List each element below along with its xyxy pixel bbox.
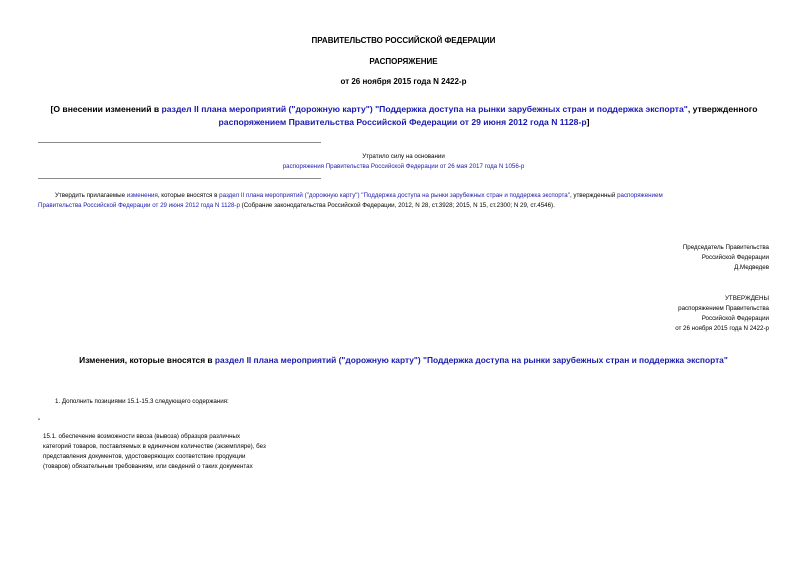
position-15-1-line: 15.1. обеспечение возможности ввоза (вывоза) образцов различных bbox=[43, 433, 241, 440]
body-link-roadmap[interactable]: раздел II плана мероприятий ("дорожную карту") "Поддержка доступа на рынки зарубежных стран и поддержка экспорта" bbox=[219, 192, 570, 199]
position-15-1-line: (товаров) обязательным требованиям, или сведений о таких документах bbox=[43, 463, 253, 470]
body-link-changes[interactable]: изменения bbox=[126, 192, 158, 199]
item-1: 1. Дополнить позициями 15.1-15.3 следующего содержания: bbox=[55, 398, 229, 405]
title-link-roadmap[interactable]: раздел II плана мероприятий ("дорожную карту") "Поддержка доступа на рынки зарубежных стран и поддержка экспорта" bbox=[161, 104, 688, 114]
changes-heading bbox=[0, 355, 807, 365]
divider-bottom bbox=[38, 178, 321, 179]
approval-date: от 26 ноября 2015 года N 2422-р bbox=[675, 325, 769, 332]
signature-position: Председатель Правительства bbox=[682, 244, 769, 251]
body-text-1: Утвердить прилагаемые bbox=[55, 192, 127, 199]
body-link-order[interactable]: распоряжением bbox=[617, 192, 663, 199]
position-15-1-line: представления документов, удостоверяющих соответствие продукции bbox=[43, 453, 246, 460]
approval-authority: распоряжением Правительства bbox=[678, 305, 769, 312]
body-paragraph bbox=[38, 191, 770, 211]
position-15-1-line: категорий товаров, поставляемых в единичном количестве (экземпляре), без bbox=[43, 443, 266, 450]
status-note-link[interactable]: распоряжения Правительства Российской Федерации от 26 мая 2017 года N 1056-р bbox=[282, 163, 525, 170]
doc-type: РАСПОРЯЖЕНИЕ bbox=[369, 57, 438, 66]
body-link-order-details[interactable]: Правительства Российской Федерации от 29 июня 2012 года N 1128-р bbox=[38, 202, 240, 209]
title-link-order-1128[interactable]: распоряжением Правительства Российской Федерации от 29 июня 2012 года N 1128-р bbox=[218, 117, 587, 127]
body-text-3: , утвержденный bbox=[569, 192, 618, 199]
document-title bbox=[38, 103, 770, 129]
approval-block bbox=[469, 294, 769, 334]
changes-heading-text: Изменения, которые вносятся в bbox=[79, 355, 215, 365]
body-text-2: , которые вносятся в bbox=[157, 192, 220, 199]
doc-date-number: от 26 ноября 2015 года N 2422-р bbox=[340, 77, 467, 86]
position-15-1 bbox=[43, 432, 303, 472]
quote-mark: " bbox=[38, 418, 41, 425]
body-text-4: (Собрание законодательства Российской Федерации, 2012, N 28, ст.3928; 2015, N 15, ст.2300; N 29, ст.4546). bbox=[239, 202, 555, 209]
signature-block bbox=[469, 243, 769, 273]
org-title: ПРАВИТЕЛЬСТВО РОССИЙСКОЙ ФЕДЕРАЦИИ bbox=[311, 36, 496, 45]
signature-country: Российской Федерации bbox=[701, 254, 769, 261]
approval-label: УТВЕРЖДЕНЫ bbox=[725, 295, 769, 302]
title-close: ] bbox=[586, 117, 590, 127]
title-open: [О внесении изменений в bbox=[50, 104, 162, 114]
signature-name: Д.Медведев bbox=[734, 264, 769, 271]
divider-top bbox=[38, 142, 321, 143]
status-note-label: Утратило силу на основании bbox=[362, 153, 445, 160]
approval-country: Российской Федерации bbox=[701, 315, 769, 322]
changes-heading-link[interactable]: раздел II плана мероприятий ("дорожную карту") "Поддержка доступа на рынки зарубежных стран и поддержка экспорта" bbox=[214, 355, 728, 365]
title-mid: , утвержденного bbox=[687, 104, 758, 114]
